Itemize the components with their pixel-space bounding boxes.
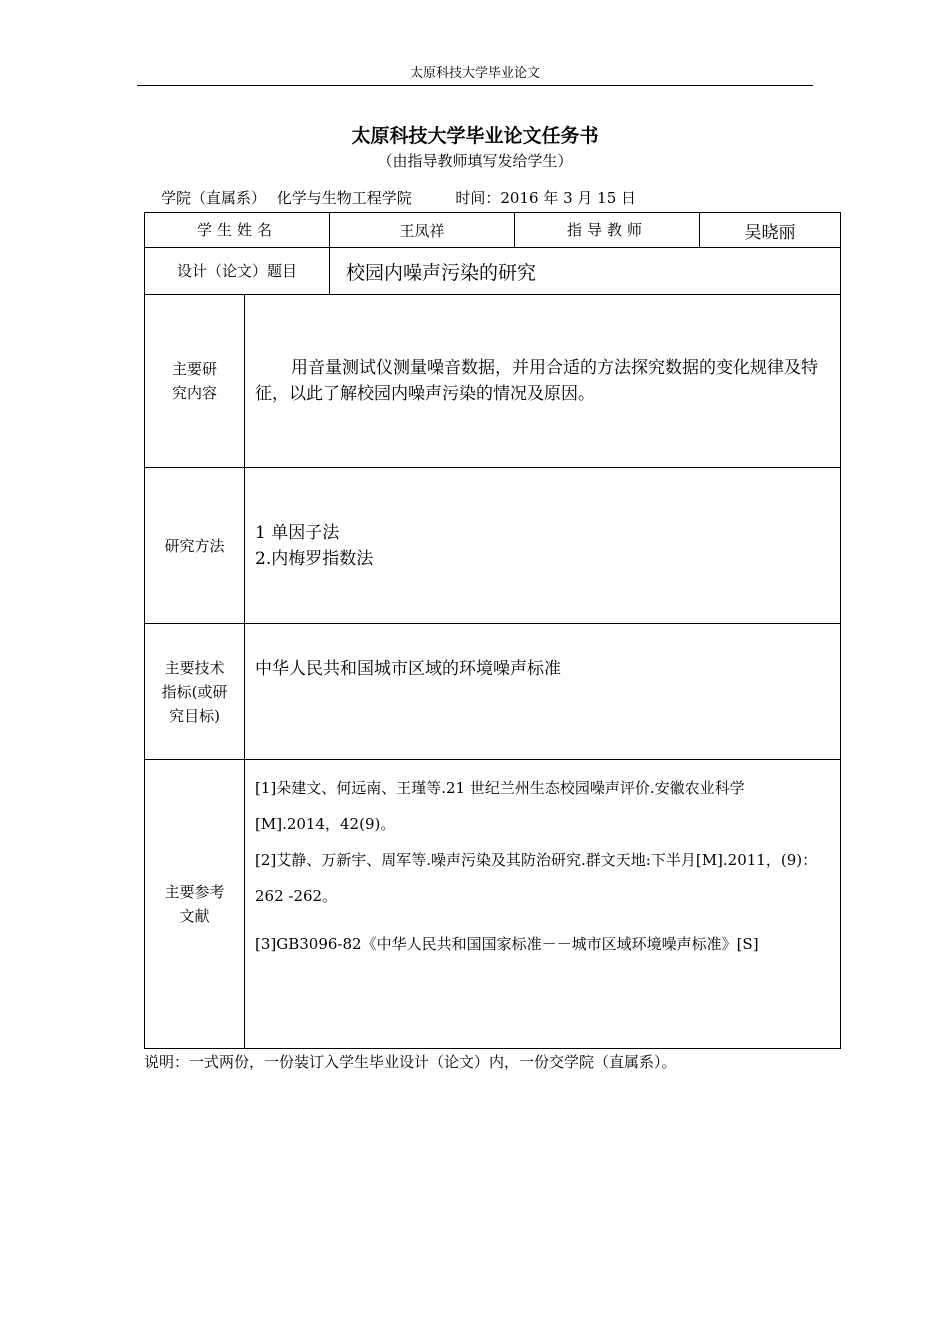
- student-name-label: 学生姓名: [145, 213, 330, 248]
- list-item: 2.内梅罗指数法: [255, 548, 374, 569]
- time-value: 2016 年 3 月 15 日: [500, 189, 637, 207]
- table-row: [145, 295, 841, 468]
- list-item: [2]艾静、万新宇、周军等.噪声污染及其防治研究.群文天地:下半月[M].2011，(9)：: [255, 851, 818, 869]
- header-rule: [137, 85, 813, 86]
- references-value: [245, 760, 841, 1049]
- student-name-value: 王凤祥: [330, 213, 515, 248]
- task-table: [144, 212, 841, 1049]
- technical-target-value: 中华人民共和国城市区域的环境噪声标准: [245, 624, 841, 760]
- references-label: 主要参考 文献: [145, 760, 245, 1049]
- college-value: 化学与生物工程学院: [276, 189, 412, 207]
- topic-label: 设计（论文）题目: [145, 248, 330, 295]
- table-row: [145, 468, 841, 624]
- list-item: [1]朵建文、何远南、王瑾等.21 世纪兰州生态校园噪声评价.安徽农业科学: [255, 779, 745, 797]
- meta-line: [161, 189, 636, 207]
- table-row: [145, 248, 841, 295]
- document-subtitle: （由指导教师填写发给学生）: [377, 152, 573, 170]
- list-item: 262 -262。: [255, 887, 338, 905]
- list-item: [M].2014，42(9)。: [255, 815, 396, 833]
- table-row: [145, 213, 841, 248]
- table-row: [145, 760, 841, 1049]
- topic-value: 校园内噪声污染的研究: [330, 248, 841, 295]
- college-label: 学院（直属系）: [161, 189, 267, 207]
- research-method-value: [245, 468, 841, 624]
- list-item: 1 单因子法: [255, 522, 340, 543]
- footnote: 说明：一式两份，一份装订入学生毕业设计（论文）内，一份交学院（直属系）。: [144, 1053, 677, 1071]
- research-content-value: 用音量测试仪测量噪音数据，并用合适的方法探究数据的变化规律及特征，以此了解校园内噪声污染的情况及原因。: [245, 295, 841, 468]
- running-header: 太原科技大学毕业论文: [409, 66, 540, 81]
- list-item: [3]GB3096-82《中华人民共和国国家标准－－城市区域环境噪声标准》[S]: [255, 935, 759, 953]
- research-content-label: 主要研 究内容: [145, 295, 245, 468]
- advisor-label: 指导教师: [515, 213, 700, 248]
- advisor-name-value: 吴晓丽: [700, 213, 841, 248]
- technical-target-label: 主要技术 指标(或研 究目标): [145, 624, 245, 760]
- document-title: 太原科技大学毕业论文任务书: [351, 125, 599, 147]
- research-method-label: 研究方法: [145, 468, 245, 624]
- table-row: [145, 624, 841, 760]
- time-label: 时间：: [455, 189, 501, 207]
